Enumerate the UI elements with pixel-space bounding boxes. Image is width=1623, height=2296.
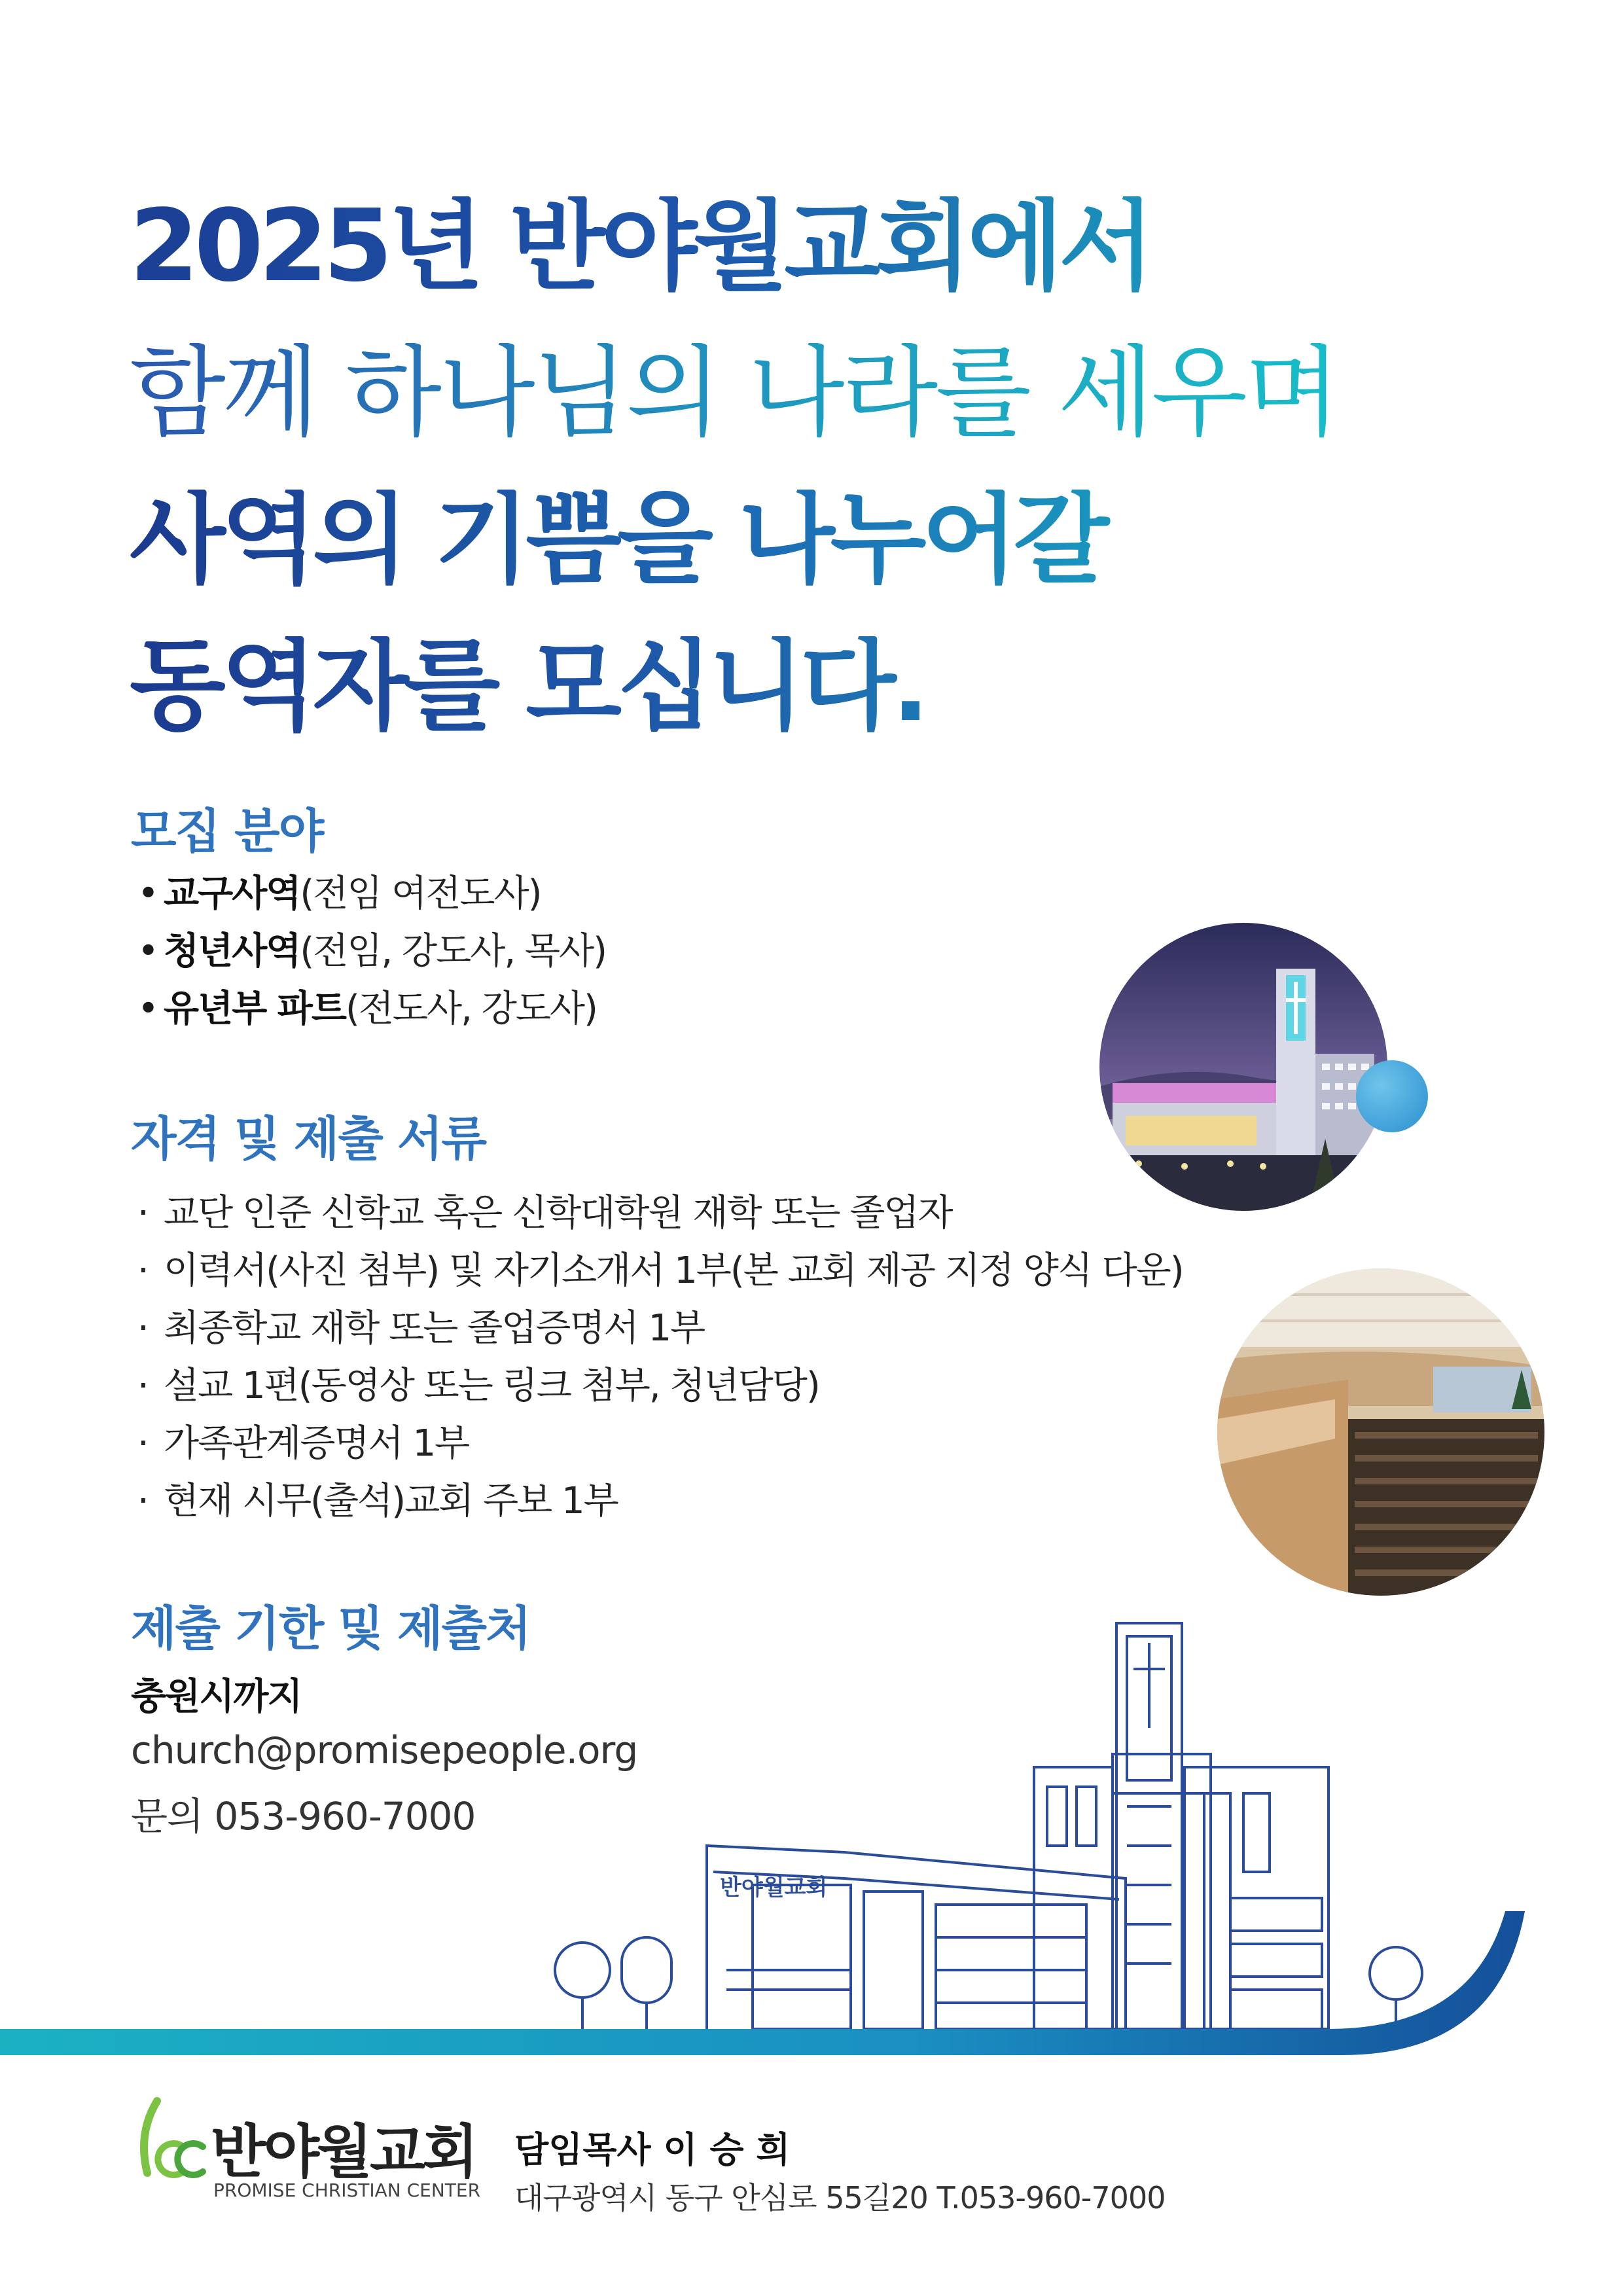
deadline-text: 충원시까지 [131, 1676, 302, 1718]
list-item: • 유년부 파트(전도사, 강도사) [137, 988, 597, 1030]
recruit-detail: (전임 여전도사) [300, 872, 541, 915]
pastor-name: 담임목사 이 승 희 [514, 2129, 791, 2170]
list-item: · 교단 인준 신학교 혹은 신학대학원 재학 또는 졸업자 [137, 1192, 952, 1234]
list-item: · 최종학교 재학 또는 졸업증명서 1부 [137, 1307, 705, 1350]
recruit-detail: (전임, 강도사, 목사) [300, 930, 606, 973]
recruit-detail: (전도사, 강도사) [345, 988, 597, 1030]
building-sign: 반야월교회 [720, 1874, 828, 1901]
list-item: · 설교 1편(동영상 또는 링크 첨부, 청년담당) [137, 1365, 819, 1407]
church-address: 대구광역시 동구 안심로 55길20 T.053-960-7000 [514, 2180, 1166, 2215]
decorative-circle [1356, 1060, 1428, 1132]
recruit-section-title: 모집 분야 [131, 804, 323, 859]
list-item: · 현재 시무(출석)교회 주보 1부 [137, 1480, 618, 1522]
qualifications-list [137, 1185, 1183, 1530]
list-item: • 교구사역(전임 여전도사) [137, 872, 541, 915]
sanctuary-photo [1217, 1268, 1544, 1596]
recruit-name: 청년사역 [164, 930, 300, 973]
church-night-photo [1099, 923, 1387, 1211]
list-item: • 청년사역(전임, 강도사, 목사) [137, 930, 606, 973]
headline-line-4: 동역자를 모십니다. [130, 636, 1373, 736]
church-logo-icon [131, 2094, 209, 2186]
phone-contact: 문의 053-960-7000 [131, 1794, 476, 1839]
submission-section-title: 제출 기한 및 제출처 [131, 1601, 530, 1656]
recruit-name: 유년부 파트 [164, 988, 346, 1030]
headline-line-2: 함께 하나님의 나라를 세우며 [130, 343, 1373, 442]
recruit-name: 교구사역 [164, 872, 300, 915]
list-item: · 가족관계증명서 1부 [137, 1422, 469, 1465]
footer-logo-text: 반야월교회 [211, 2118, 476, 2185]
headline-line-1: 2025년 반야월교회에서 [130, 196, 1373, 296]
list-item: · 이력서(사진 첨부) 및 자기소개서 1부(본 교회 제공 지정 양식 다운) [137, 1249, 1183, 1292]
email-link[interactable]: church@promisepeople.org [131, 1728, 638, 1772]
recruit-list [137, 865, 606, 1038]
headline [130, 188, 1373, 783]
qualifications-section-title: 자격 및 제출 서류 [131, 1111, 486, 1166]
footer-logo-subtitle: PROMISE CHRISTIAN CENTER [213, 2179, 481, 2201]
church-building-illustration [0, 1597, 1623, 2068]
headline-line-3: 사역의 기쁨을 나누어갈 [130, 490, 1373, 589]
